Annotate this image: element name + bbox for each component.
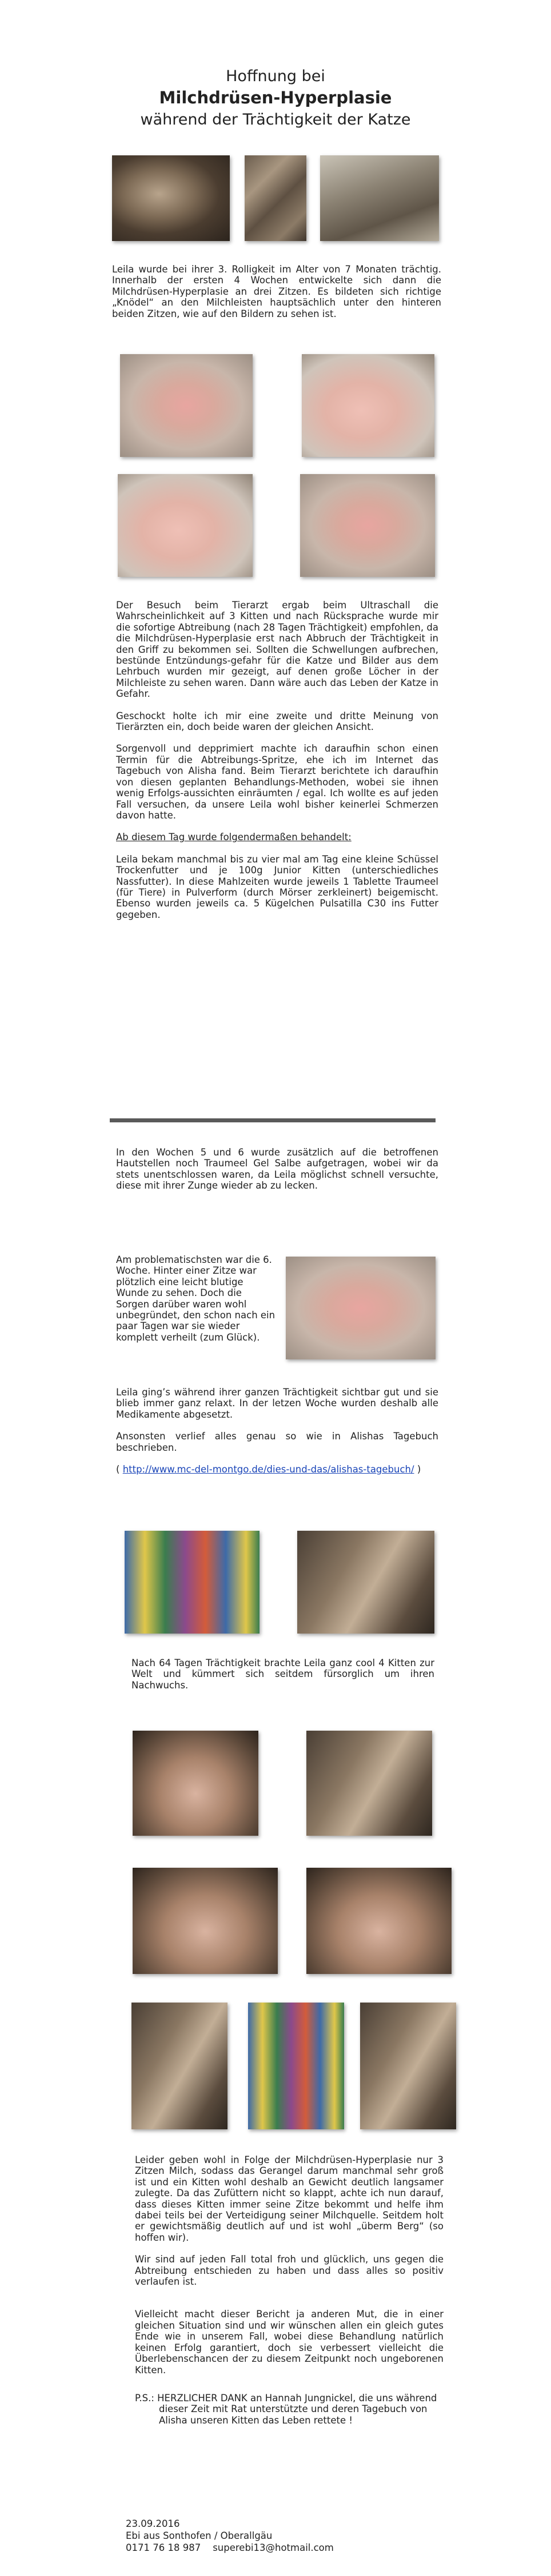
vet-paragraph-3: Sorgenvoll und depprimiert machte ich daraufhin schon einen Termin für die Abtreibungs-Spritze, ehe ich im Internet das Tagebuch von Alisha fand. Beim Tierarzt berichtete ich daraufhin von diesen geplanten Behandlungs-Methoden, wobei sie ihnen wenig Erfolgs-aussichten einräumten / egal. Ich wollte es auf jeden Fall versuchen, da unsere Leila wohl bisher keinerlei Schmerzen davon hatte. <box>116 743 438 821</box>
vet-paragraph-4: Leila bekam manchmal bis zu vier mal am Tag eine kleine Schüssel Trockenfutter und je 100g Junior Kitten (unterschiedliches Nassfutter). In diese Mahlzeiten wurde jeweils 1 Tablette Traumeel (für Tiere) in Pulverform (durch Mörser zerkleinert) beigemischt. Ebenso wurden jeweils ca. 5 Kügelchen Pulsatilla C30 ins Futter gegeben. <box>116 853 438 920</box>
week-paragraph-2: Am problematischsten war die 6. Woche. Hinter einer Zitze war plötzlich eine leicht blutige Wunde zu sehen. Doch die Sorgen darüber waren wohl unbegründet, den schon nach ein paar Tagen war sie wieder komplett verheilt (zum Glück). <box>116 1254 276 1343</box>
birth-paragraph: Nach 64 Tagen Trächtigkeit brachte Leila ganz cool 4 Kitten zur Welt und kümmert sich seitdem fürsorglich um ihren Nachwuchs. <box>131 1658 434 1691</box>
signature-contact: 0171 76 18 987 superebi13@hotmail.com <box>126 2542 334 2553</box>
section-divider <box>110 1118 436 1122</box>
photo-skin-2 <box>302 354 434 457</box>
link-paren-open: ( <box>116 1464 123 1475</box>
postscript: P.S.: HERZLICHER DANK an Hannah Jungnickel, die uns während dieser Zeit mit Rat unterstützte und deren Tagebuch von Alisha unseren Kitten das Leben rettete ! <box>135 2392 437 2426</box>
photo-cat-2 <box>245 155 306 241</box>
closing-section <box>135 2154 444 2437</box>
title-line-1: Hoffnung bei <box>226 67 325 85</box>
photo-kittens-4 <box>306 1868 452 1974</box>
treatment-heading: Ab diesem Tag wurde folgendermaßen behandelt: <box>116 832 352 843</box>
signature-date: 23.09.2016 <box>126 2518 180 2529</box>
title-line-3: während der Trächtigkeit der Katze <box>140 111 411 129</box>
vet-paragraph-2: Geschockt holte ich mir eine zweite und dritte Meinung von Tierärzten ein, doch beide waren der gleichen Ansicht. <box>116 710 438 733</box>
week-paragraph-1: In den Wochen 5 und 6 wurde zusätzlich auf die betroffenen Hautstellen noch Traumeel Gel Salbe aufgetragen, wobei wir da stets unentschlossen waren, da Leila möglichst schnell versuchte, diese mit ihrer Zunge wieder ab zu lecken. <box>116 1147 438 1191</box>
photo-kittens-7 <box>360 2003 456 2129</box>
vet-paragraph-1: Der Besuch beim Tierarzt ergab beim Ultraschall die Wahrscheinlichkeit auf 3 Kitten und nach Rücksprache wurde mir die sofortige Abtreibung (nach 28 Tagen Trächtigkeit) empfohlen, da die Milchdrüsen-Hyperplasie erst nach Abbruch der Trächtigkeit in den Griff zu bekommen sei. Sollten die Schwellungen aufbrechen, bestünde Entzündungs-gefahr für die Katze und Bilder aus dem Lehrbuch wurden mir gezeigt, auf denen große Löcher in der Milchleiste zu sehen waren. Dann wäre auch das Leben der Katze in Gefahr. <box>116 600 438 700</box>
week-paragraph-3: Leila ging’s während ihrer ganzen Trächtigkeit sichtbar gut und sie blieb immer ganz relaxt. In der letzen Woche wurden deshalb alle Medikamente abgesetzt. <box>116 1387 438 1420</box>
photo-skin-1 <box>120 354 253 457</box>
link-paren-close: ) <box>414 1464 421 1475</box>
photo-birth-2 <box>297 1531 434 1634</box>
photo-kittens-6 <box>248 2003 344 2129</box>
photo-kittens-3 <box>133 1868 278 1974</box>
photo-cat-3 <box>320 155 439 241</box>
signature <box>126 2518 434 2554</box>
title-line-2: Milchdrüsen-Hyperplasie <box>159 88 392 107</box>
photo-kittens-5 <box>131 2003 227 2129</box>
intro-paragraph: Leila wurde bei ihrer 3. Rolligkeit im Alter von 7 Monaten trächtig. Innerhalb der ersten 4 Wochen entwickelte sich dann die Milchdrüsen-Hyperplasie an drei Zitzen. Es bildeten sich richtige „Knödel“ an den Milchleisten hauptsächlich unter den hinteren beiden Zitzen, wie auf den Bildern zu sehen ist. <box>112 264 441 319</box>
week-section-rest <box>116 1387 438 1486</box>
photo-birth-1 <box>125 1531 259 1634</box>
closing-paragraph-2: Wir sind auf jeden Fall total froh und glücklich, uns gegen die Abtreibung entschieden zu haben und dass alles so positiv verlaufen ist. <box>135 2254 444 2288</box>
diary-link-line <box>116 1464 438 1475</box>
photo-cat-1 <box>112 155 230 241</box>
photo-wound <box>286 1257 436 1359</box>
vet-section <box>116 600 438 931</box>
photo-skin-4 <box>300 474 435 577</box>
diary-link[interactable]: http://www.mc-del-montgo.de/dies-und-das/alishas-tagebuch/ <box>122 1464 414 1475</box>
week-paragraph-4: Ansonsten verlief alles genau so wie in Alishas Tagebuch beschrieben. <box>116 1431 438 1453</box>
closing-paragraph-3: Vielleicht macht dieser Bericht ja anderen Mut, die in einer gleichen Situation sind und wir wünschen allen ein gleich gutes Ende wie in unserem Fall, wobei diese Behandlung natürlich keinen Erfolg garantiert, doch sie verbessert vielleicht die Überlebenschancen der zu diesem Zeitpunkt noch ungeborenen Kitten. <box>135 2309 444 2376</box>
photo-kittens-2 <box>306 1731 432 1836</box>
photo-kittens-1 <box>133 1731 258 1836</box>
photo-skin-3 <box>118 474 253 577</box>
signature-place: Ebi aus Sonthofen / Oberallgäu <box>126 2530 273 2541</box>
closing-paragraph-1: Leider geben wohl in Folge der Milchdrüsen-Hyperplasie nur 3 Zitzen Milch, sodass das Gerangel darum manchmal sehr groß ist und ein Kitten wohl deshalb an Gewicht deutlich langsamer zulegte. Da das Zufüttern nicht so klappt, achte ich nun darauf, dass dieses Kitten immer seine Zitze bekommt und helfe ihm dabei teils bei der Verteidigung seiner Milchquelle. Seitdem holt er gewichtsmäßig deutlich auf und ist wohl „überm Berg“ (so hoffen wir). <box>135 2154 444 2243</box>
